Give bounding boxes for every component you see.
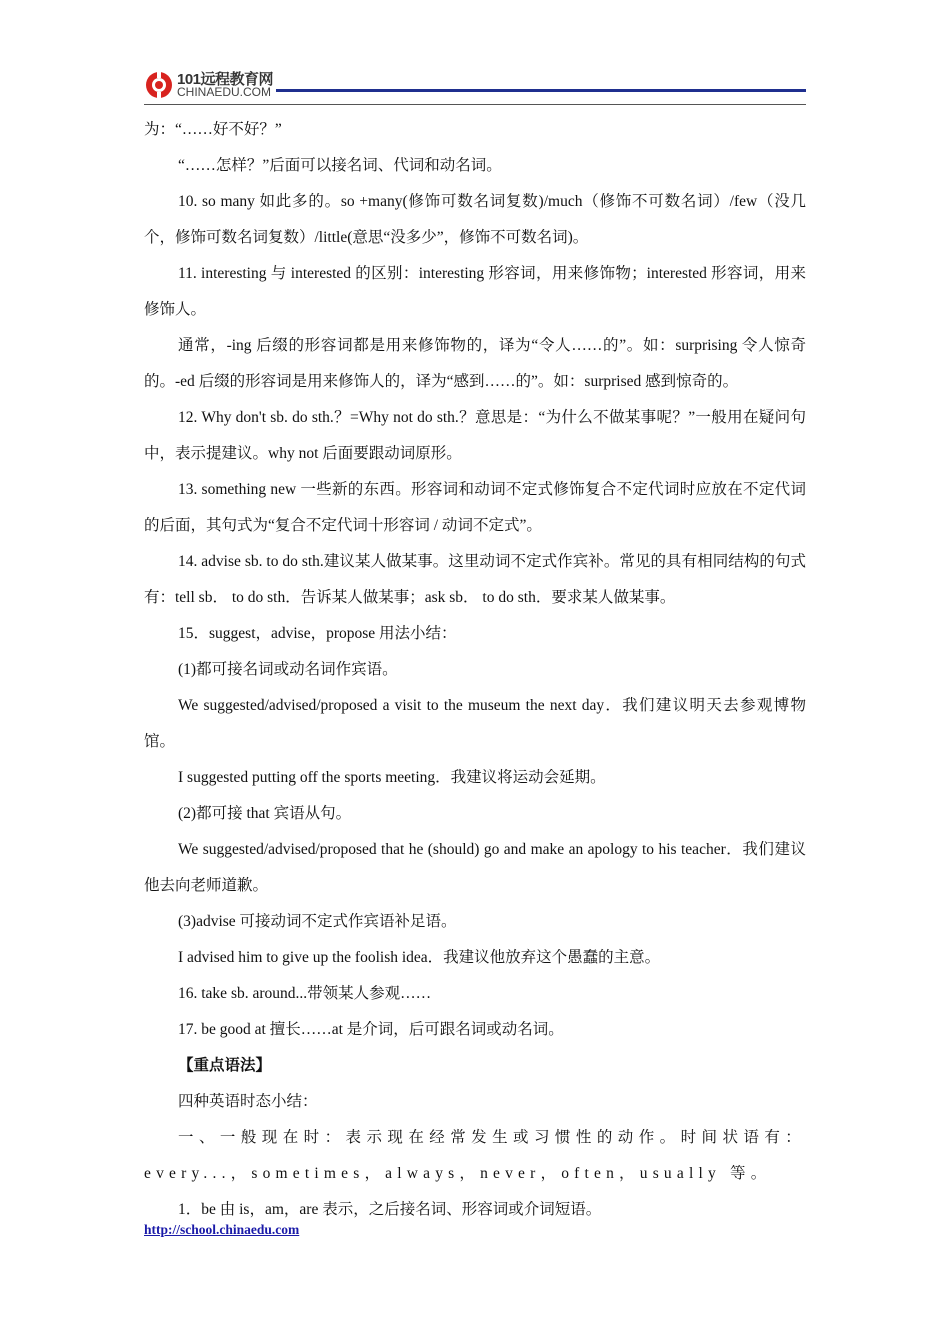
paragraph: 10. so many 如此多的。so +many(修饰可数名词复数)/much（修饰不可数名词）/few（没几个，修饰可数名词复数）/little(意思“没多少”，修饰不可数名词)。 [144, 193, 806, 246]
paragraph: We suggested/advised/proposed that he (should) go and make an apology to his teacher．我们建议他去向老师道歉。 [144, 841, 806, 894]
paragraph: 11. interesting 与 interested 的区别：interesting 形容词，用来修饰物；interested 形容词，用来修饰人。 [144, 265, 806, 318]
logo-subtitle: CHINAEDU.COM [177, 85, 272, 99]
paragraph: 13. something new 一些新的东西。形容词和动词不定式修饰复合不定代词时应放在不定代词的后面，其句式为“复合不定代词十形容词 / 动词不定式”。 [144, 481, 806, 534]
paragraph: “……怎样？”后面可以接名词、代词和动名词。 [178, 157, 502, 174]
header-rule-blue [276, 89, 806, 92]
paragraph: 17. be good at 擅长……at 是介词，后可跟名词或动名词。 [178, 1021, 564, 1038]
paragraph: 15．suggest，advise，propose 用法小结： [178, 625, 457, 642]
paragraph: 1．be 由 is，am，are 表示，之后接名词、形容词或介词短语。 [178, 1201, 602, 1218]
logo-title: 101远程教育网 [177, 71, 274, 88]
paragraph: (3)advise 可接动词不定式作宾语补足语。 [178, 913, 457, 930]
paragraph: I advised him to give up the foolish idea．我建议他放弃这个愚蠢的主意。 [178, 949, 661, 966]
paragraph: 四种英语时态小结： [178, 1093, 318, 1110]
section-heading: 【重点语法】 [178, 1057, 272, 1074]
document-body [144, 112, 806, 1228]
paragraph: I suggested putting off the sports meeting．我建议将运动会延期。 [178, 769, 606, 786]
paragraph: 通常，-ing 后缀的形容词都是用来修饰物的，译为“令人……的”。如：surprising 令人惊奇的。-ed 后缀的形容词是用来修饰人的，译为“感到……的”。如：surprised 感到惊奇的。 [144, 337, 806, 390]
paragraph: We suggested/advised/proposed a visit to the museum the next day．我们建议明天去参观博物馆。 [144, 697, 806, 750]
paragraph: 14. advise sb. to do sth.建议某人做某事。这里动词不定式作宾补。常见的具有相同结构的句式有：tell sb． to do sth．告诉某人做某事；ask sb． to do sth．要求某人做某事。 [144, 553, 806, 606]
paragraph: 16. take sb. around...带领某人参观…… [178, 985, 432, 1002]
footer-link[interactable]: http://school.chinaedu.com [144, 1222, 300, 1237]
paragraph: (2)都可接 that 宾语从句。 [178, 805, 352, 822]
paragraph: 一、一般现在时：表示现在经常发生或习惯性的动作。时间状语有：every...，sometimes，always，never，often，usually 等。 [144, 1129, 806, 1182]
paragraph: (1)都可接名词或动名词作宾语。 [178, 661, 398, 678]
chinaedu-logo [144, 68, 284, 102]
page-footer [144, 1222, 299, 1238]
header-rule [144, 104, 806, 105]
paragraph: 12. Why don't sb. do sth.？=Why not do sth.？意思是：“为什么不做某事呢？”一般用在疑问句中，表示提建议。why not 后面要跟动词原形。 [144, 409, 806, 462]
page-header [144, 68, 806, 108]
paragraph: 为：“……好不好？” [144, 121, 282, 138]
logo-emblem-icon [144, 70, 174, 100]
